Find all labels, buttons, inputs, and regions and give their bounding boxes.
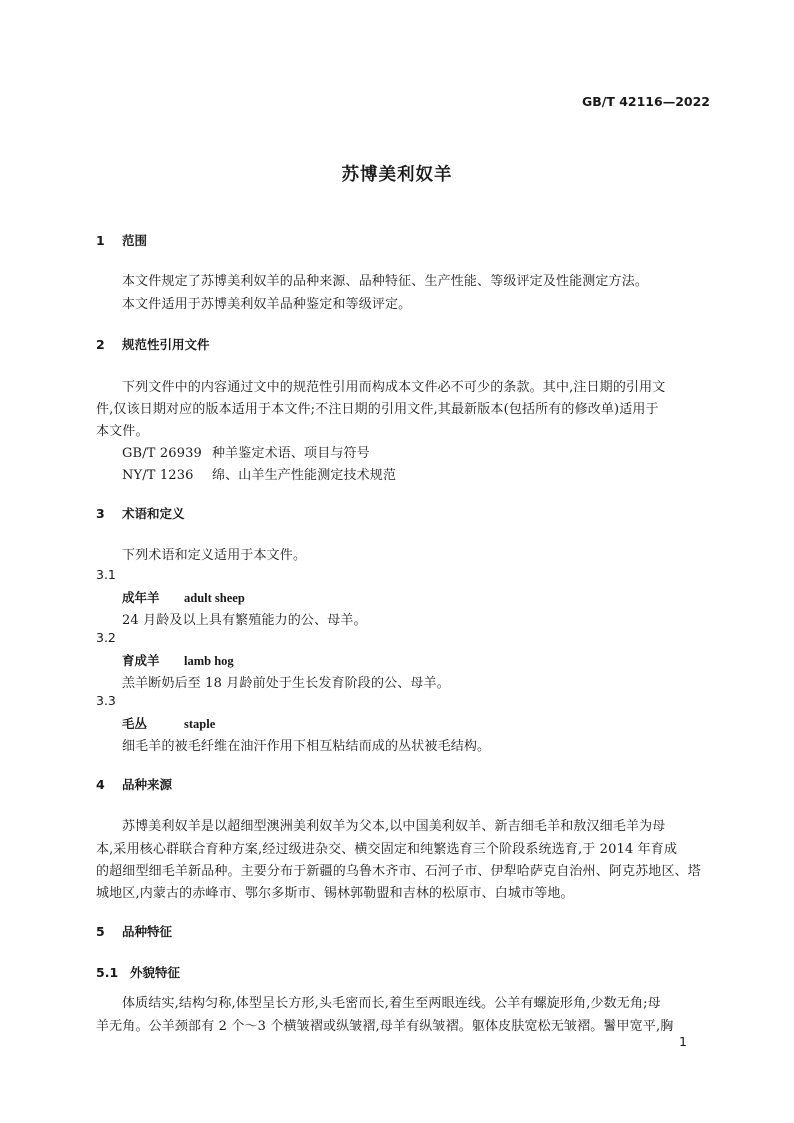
section-number: 4 [96,777,105,792]
term-entry [122,588,245,606]
page-number: 1 [679,1034,687,1049]
paragraph-line: 本,采用核心群联合育种方案,经过级进杂交、横交固定和纯繁选育三个阶段系统选育,于 2014 年育成 [96,842,678,857]
term-number: 3.3 [96,693,116,708]
paragraph-line: 城地区,内蒙古的赤峰市、鄂尔多斯市、锡林郭勒盟和吉林的松原市、白城市等地。 [96,886,574,901]
term-number: 3.2 [96,630,116,645]
term-definition: 细毛羊的被毛纤维在油汗作用下相互粘结而成的丛状被毛结构。 [122,739,491,754]
reference-title: 种羊鉴定术语、项目与符号 [212,446,370,461]
section-number: 1 [96,233,105,248]
paragraph: 本文件适用于苏博美利奴羊品种鉴定和等级评定。 [122,297,412,312]
subsection-title: 外貌特征 [130,965,181,980]
section-4-heading [96,775,172,793]
paragraph-line: 苏博美利奴羊是以超细型澳洲美利奴羊为父本,以中国美利奴羊、新吉细毛羊和敖汉细毛羊为母 [122,819,666,834]
paragraph-line: 的超细型细毛羊新品种。主要分布于新疆的乌鲁木齐市、石河子市、伊犁哈萨克自治州、阿克苏地区、塔 [96,864,701,879]
paragraph-line: 体质结实,结构匀称,体型呈长方形,头毛密而长,着生至两眼连线。公羊有螺旋形角,少数无角;母 [122,996,661,1011]
term-number: 3.1 [96,567,116,582]
term-definition: 24 月龄及以上具有繁殖能力的公、母羊。 [122,613,367,628]
section-number: 3 [96,506,105,521]
term-zh: 毛丛 [122,716,148,731]
subsection-5-1-heading [96,963,180,981]
reference-code: NY/T 1236 [122,468,194,483]
paragraph-line: 本文件。 [96,424,149,439]
section-number: 5 [96,924,105,939]
paragraph-line: 下列文件中的内容通过文中的规范性引用而构成本文件必不可少的条款。其中,注日期的引用文 [122,380,666,395]
paragraph-line: 羊无角。公羊颈部有 2 个～3 个横皱褶或纵皱褶,母羊有纵皱褶。躯体皮肤宽松无皱褶。鬐甲宽平,胸 [96,1019,674,1034]
reference-title: 绵、山羊生产性能测定技术规范 [212,468,397,483]
normative-reference [122,442,370,461]
term-entry [122,714,215,732]
term-entry [122,651,234,669]
term-zh: 育成羊 [122,653,160,668]
paragraph-line: 件,仅该日期对应的版本适用于本文件;不注日期的引用文件,其最新版本(包括所有的修改单)适用于 [96,402,659,417]
term-en: adult sheep [184,591,245,605]
reference-code: GB/T 26939 [122,446,202,461]
section-title: 品种特征 [122,924,173,939]
section-title: 品种来源 [122,777,173,792]
standard-number: GB/T 42116—2022 [581,94,710,109]
paragraph: 本文件规定了苏博美利奴羊的品种来源、品种特征、生产性能、等级评定及性能测定方法。 [122,274,649,289]
section-title: 规范性引用文件 [122,337,210,352]
section-title: 范围 [122,233,148,248]
section-3-heading [96,504,185,522]
paragraph: 下列术语和定义适用于本文件。 [122,548,307,563]
term-zh: 成年羊 [122,590,160,605]
term-definition: 羔羊断奶后至 18 月龄前处于生长发育阶段的公、母羊。 [122,676,450,691]
section-title: 术语和定义 [122,506,185,521]
section-2-heading [96,335,210,353]
section-1-heading [96,231,147,249]
normative-reference [122,464,396,483]
subsection-number: 5.1 [96,965,119,980]
section-number: 2 [96,337,105,352]
document-title: 苏博美利奴羊 [341,165,453,185]
term-en: staple [184,717,216,731]
term-en: lamb hog [184,654,234,668]
section-5-heading [96,922,172,940]
